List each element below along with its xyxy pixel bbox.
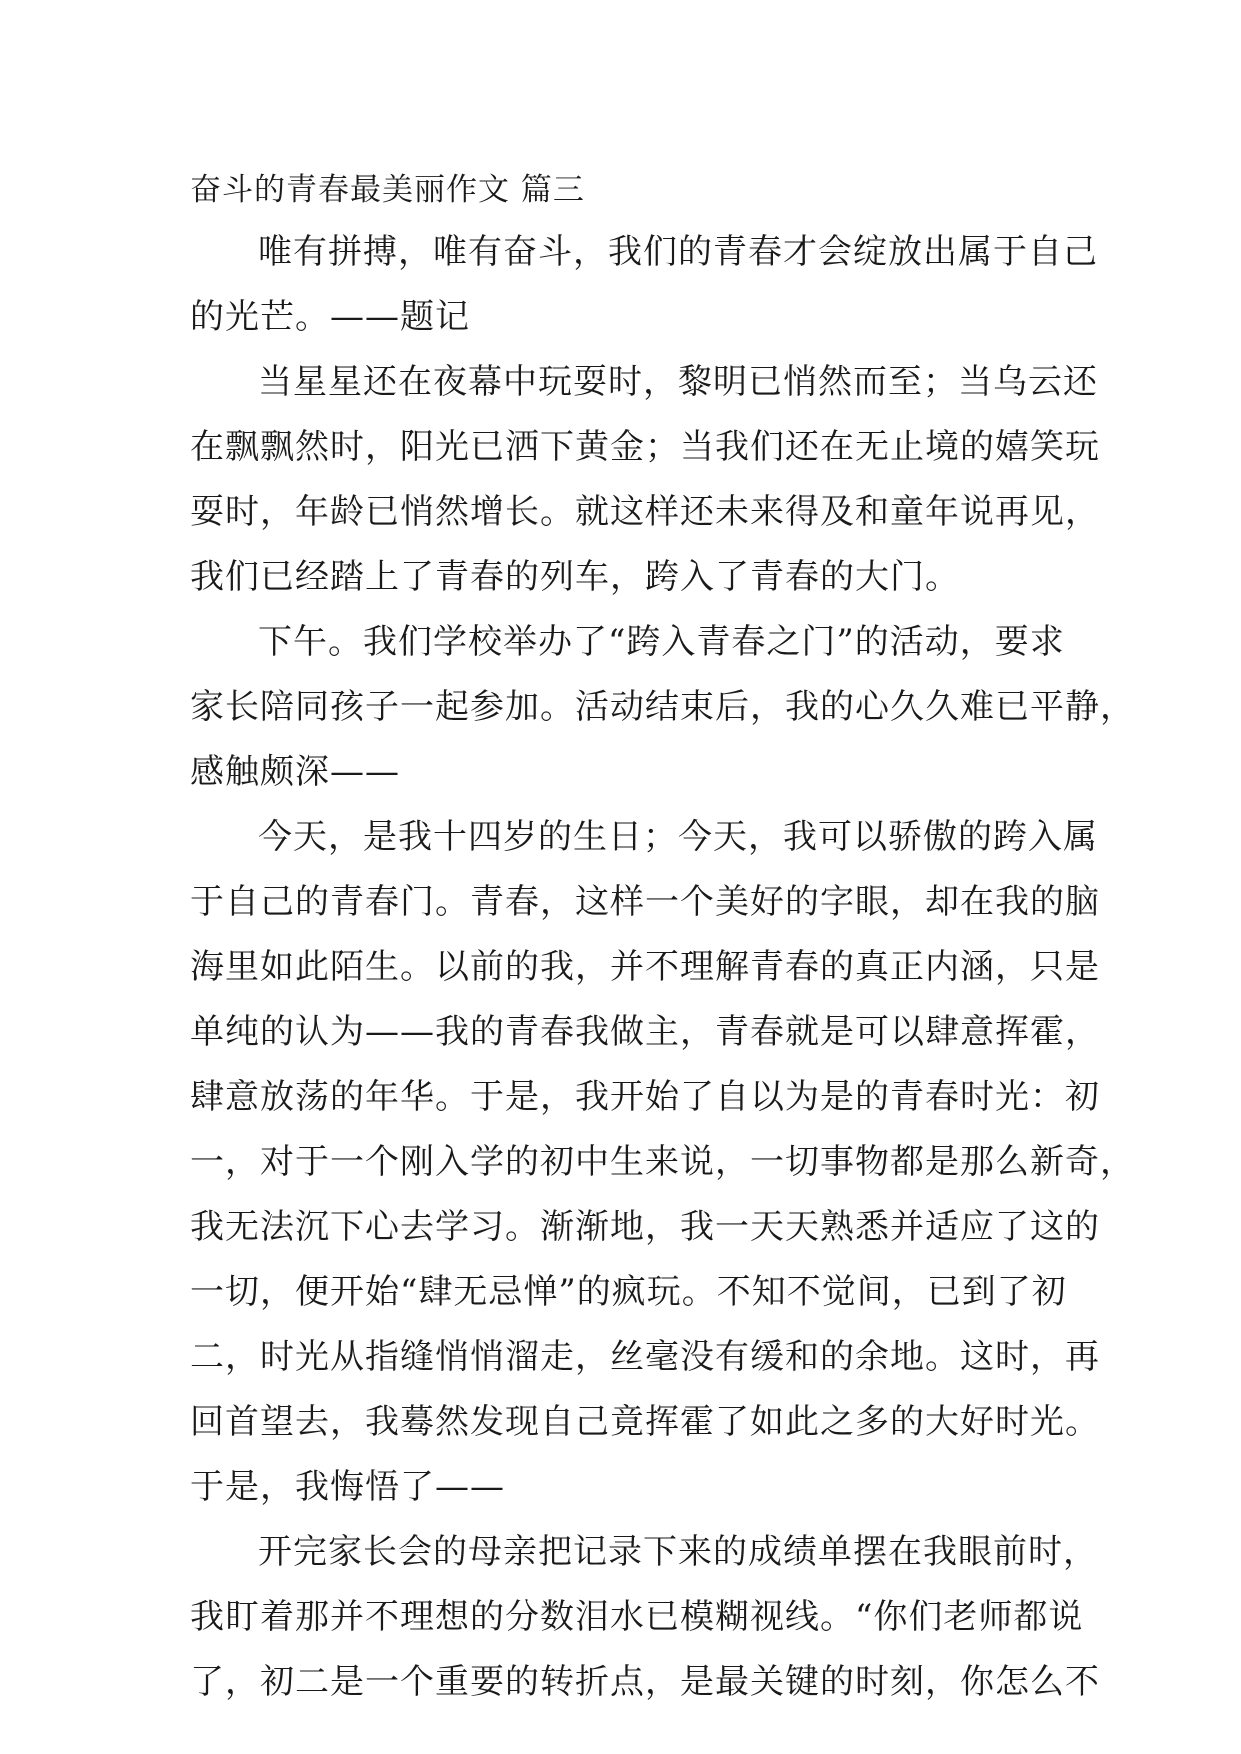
- text-line: 我盯着那并不理想的分数泪水已模糊视线。“你们老师都说: [190, 1597, 1084, 1637]
- text-line: 一切，便开始“肆无忌惮”的疯玩。不知不觉间，已到了初: [190, 1272, 1067, 1312]
- text-line: 二，时光从指缝悄悄溜走，丝毫没有缓和的余地。这时，再: [190, 1337, 1100, 1377]
- text-line: 在飘飘然时，阳光已洒下黄金；当我们还在无止境的嬉笑玩: [190, 427, 1100, 467]
- text-line: 我们已经踏上了青春的列车，跨入了青春的大门。: [190, 557, 960, 597]
- paragraph-epigraph: [190, 220, 1098, 350]
- text-line: 肆意放荡的年华。于是，我开始了自以为是的青春时光：初: [190, 1077, 1100, 1117]
- text-line: 海里如此陌生。以前的我，并不理解青春的真正内涵，只是: [190, 947, 1100, 987]
- text-line: 了，初二是一个重要的转折点，是最关键的时刻，你怎么不: [190, 1662, 1100, 1702]
- paragraph-birthday: [190, 805, 1135, 1520]
- text-line: 耍时，年龄已悄然增长。就这样还未来得及和童年说再见，: [190, 492, 1100, 532]
- text-line: 我无法沉下心去学习。渐渐地，我一天天熟悉并适应了这的: [190, 1207, 1100, 1247]
- text-line: 今天，是我十四岁的生日；今天，我可以骄傲的跨入属: [258, 817, 1098, 857]
- text-line: 一，对于一个刚入学的初中生来说，一切事物都是那么新奇，: [190, 1142, 1135, 1182]
- text-line: 当星星还在夜幕中玩耍时，黎明已悄然而至；当乌云还: [258, 362, 1098, 402]
- paragraph-afternoon: [190, 610, 1135, 805]
- text-line: 唯有拼搏，唯有奋斗，我们的青春才会绽放出属于自己: [258, 232, 1098, 272]
- document-body: [190, 160, 1135, 1715]
- text-line: 单纯的认为——我的青春我做主，青春就是可以肆意挥霍，: [190, 1012, 1100, 1052]
- text-line: 下午。我们学校举办了“跨入青春之门”的活动，要求: [258, 622, 1065, 662]
- text-line: 的光芒。——题记: [190, 297, 470, 337]
- essay-title: 奋斗的青春最美丽作文 篇三: [190, 172, 585, 208]
- paragraph-parents-meeting: [190, 1520, 1100, 1715]
- paragraph-stars: [190, 350, 1100, 610]
- text-line: 开完家长会的母亲把记录下来的成绩单摆在我眼前时，: [258, 1532, 1098, 1572]
- text-line: 感触颇深——: [190, 752, 400, 792]
- text-line: 于自己的青春门。青春，这样一个美好的字眼，却在我的脑: [190, 882, 1100, 922]
- text-line: 于是，我悔悟了——: [190, 1467, 505, 1507]
- text-line: 回首望去，我蓦然发现自己竟挥霍了如此之多的大好时光。: [190, 1402, 1100, 1442]
- text-line: 家长陪同孩子一起参加。活动结束后，我的心久久难已平静，: [190, 687, 1135, 727]
